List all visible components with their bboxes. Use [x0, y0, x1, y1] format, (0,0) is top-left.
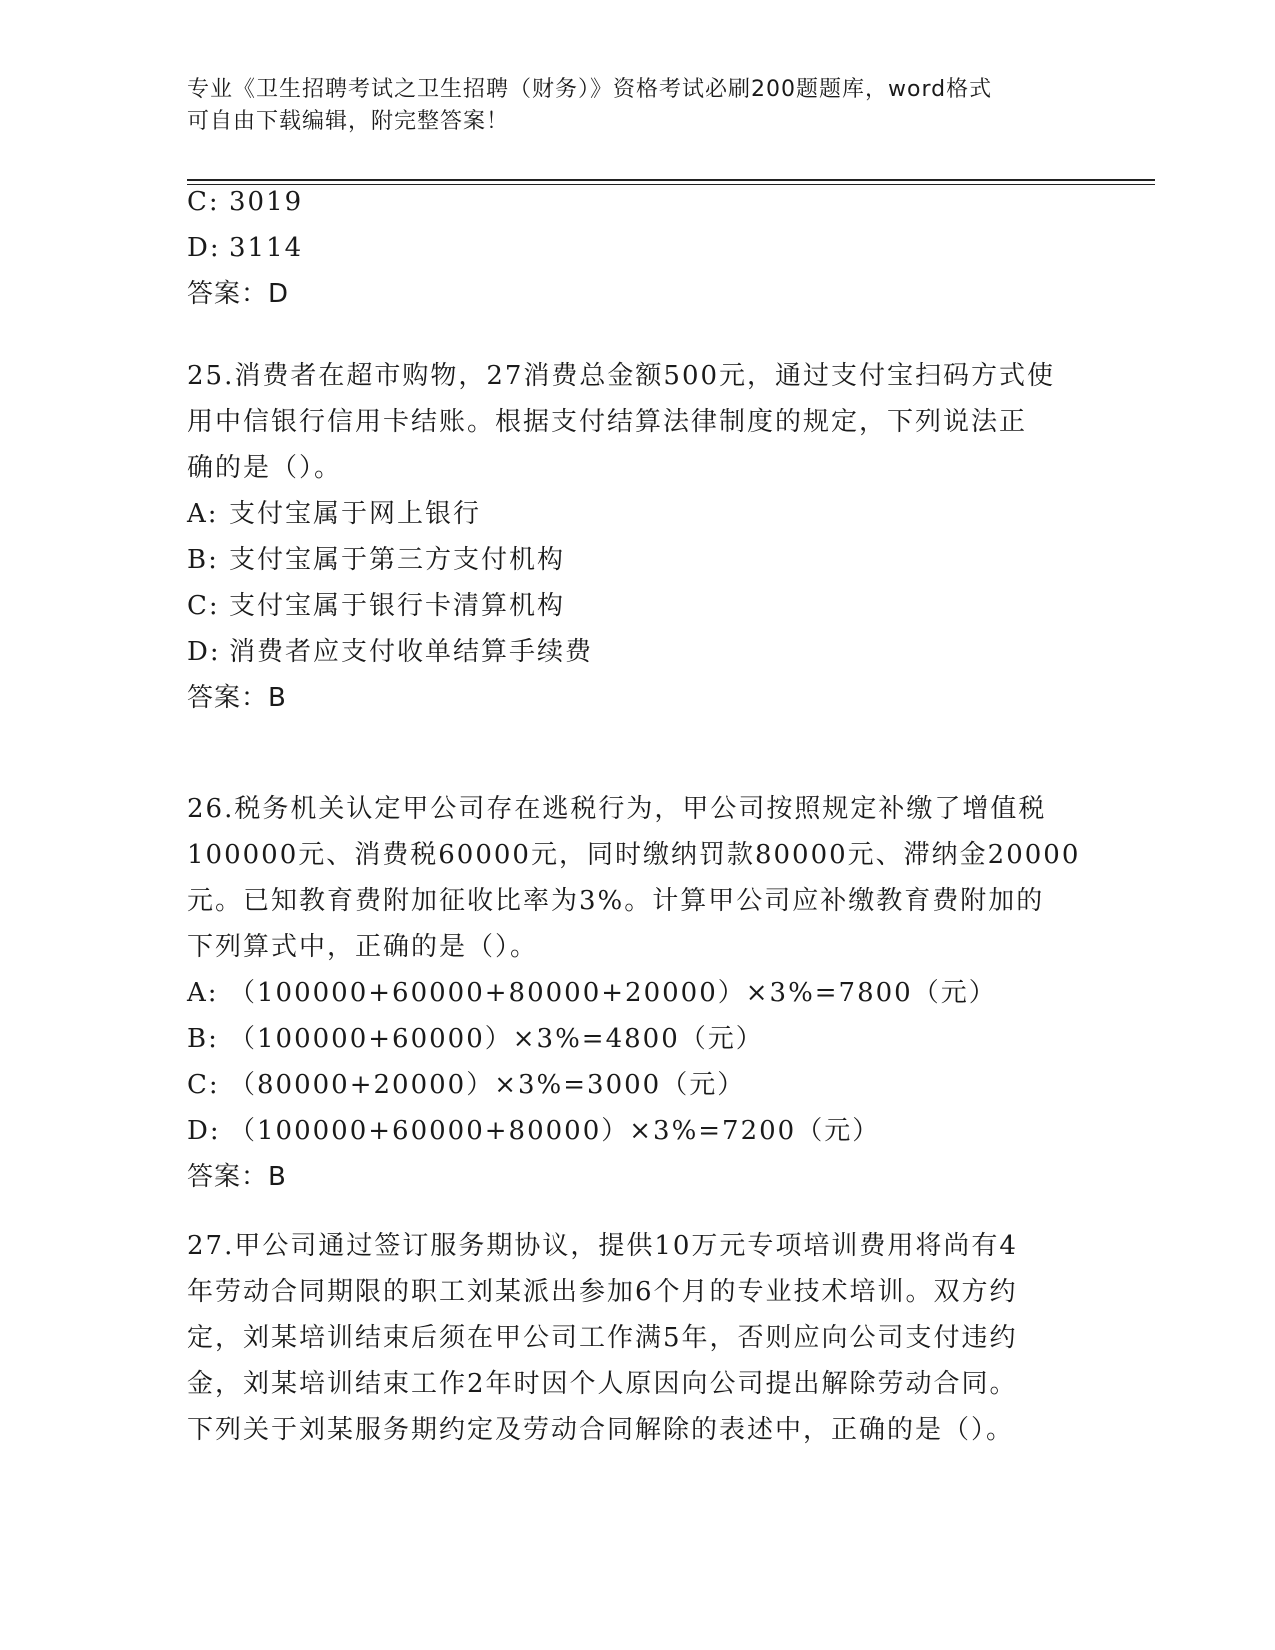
option-b: [187, 537, 1087, 583]
header-title-line-2: 可自由下载编辑，附完整答案！: [187, 109, 510, 134]
option-label: D:: [187, 1116, 221, 1146]
option-d: [187, 629, 1087, 675]
question-26: [187, 786, 1087, 1200]
question-stem-line: 100000元、消费税60000元，同时缴纳罚款80000元、滞纳金20000: [187, 840, 1081, 870]
option-a: [187, 491, 1087, 537]
answer-line: 答案：B: [187, 683, 287, 713]
option-d: [187, 225, 1087, 271]
option-text: （100000+60000+80000+20000）×3%=7800（元）: [229, 978, 997, 1008]
option-c: [187, 583, 1087, 629]
option-text: （80000+20000）×3%=3000（元）: [229, 1070, 746, 1100]
option-b: [187, 1016, 1087, 1062]
question-stem-line: 27.甲公司通过签订服务期协议，提供10万元专项培训费用将尚有4: [187, 1231, 1018, 1261]
option-label: B:: [187, 545, 219, 575]
question-25: [187, 353, 1087, 721]
question-stem-line: 年劳动合同期限的职工刘某派出参加6个月的专业技术培训。双方约: [187, 1277, 1018, 1307]
option-c: [187, 179, 1087, 225]
answer-line: 答案：B: [187, 1162, 287, 1192]
header-title-line-1: 专业《卫生招聘考试之卫生招聘（财务）》资格考试必刷200题题库，word格式: [187, 77, 993, 102]
option-text: 3019: [229, 187, 304, 217]
option-a: [187, 970, 1087, 1016]
question-stem-line: 确的是（）。: [187, 453, 343, 483]
page-header: [187, 74, 1067, 138]
option-text: 支付宝属于网上银行: [229, 499, 482, 529]
question-stem-line: 下列关于刘某服务期约定及劳动合同解除的表述中，正确的是（）。: [187, 1415, 1015, 1445]
question-stem-line: 元。已知教育费附加征收比率为3%。计算甲公司应补缴教育费附加的: [187, 886, 1045, 916]
option-text: （100000+60000+80000）×3%=7200（元）: [229, 1116, 881, 1146]
option-c: [187, 1062, 1087, 1108]
question-27: [187, 1223, 1087, 1453]
option-label: B:: [187, 1024, 219, 1054]
question-stem-line: 定，刘某培训结束后须在甲公司工作满5年，否则应向公司支付违约: [187, 1323, 1018, 1353]
option-text: 消费者应支付收单结算手续费: [229, 637, 594, 667]
question-stem-line: 金，刘某培训结束工作2年时因个人原因向公司提出解除劳动合同。: [187, 1369, 1018, 1399]
question-stem-line: 下列算式中，正确的是（）。: [187, 932, 539, 962]
option-d: [187, 1108, 1087, 1154]
option-label: C:: [187, 1070, 220, 1100]
option-label: C:: [187, 187, 220, 217]
question-stem-line: 用中信银行信用卡结账。根据支付结算法律制度的规定，下列说法正: [187, 407, 1028, 437]
option-text: 3114: [229, 233, 304, 263]
question-stem-line: 25.消费者在超市购物，27消费总金额500元，通过支付宝扫码方式使: [187, 361, 1056, 391]
option-label: D:: [187, 637, 221, 667]
option-label: A:: [187, 978, 219, 1008]
question-24-tail: [187, 179, 1087, 317]
option-label: C:: [187, 591, 220, 621]
option-text: 支付宝属于第三方支付机构: [229, 545, 566, 575]
option-text: 支付宝属于银行卡清算机构: [229, 591, 566, 621]
option-label: D:: [187, 233, 221, 263]
question-stem-line: 26.税务机关认定甲公司存在逃税行为，甲公司按照规定补缴了增值税: [187, 794, 1047, 824]
option-label: A:: [187, 499, 219, 529]
option-text: （100000+60000）×3%=4800（元）: [229, 1024, 764, 1054]
answer-line: 答案：D: [187, 279, 290, 309]
